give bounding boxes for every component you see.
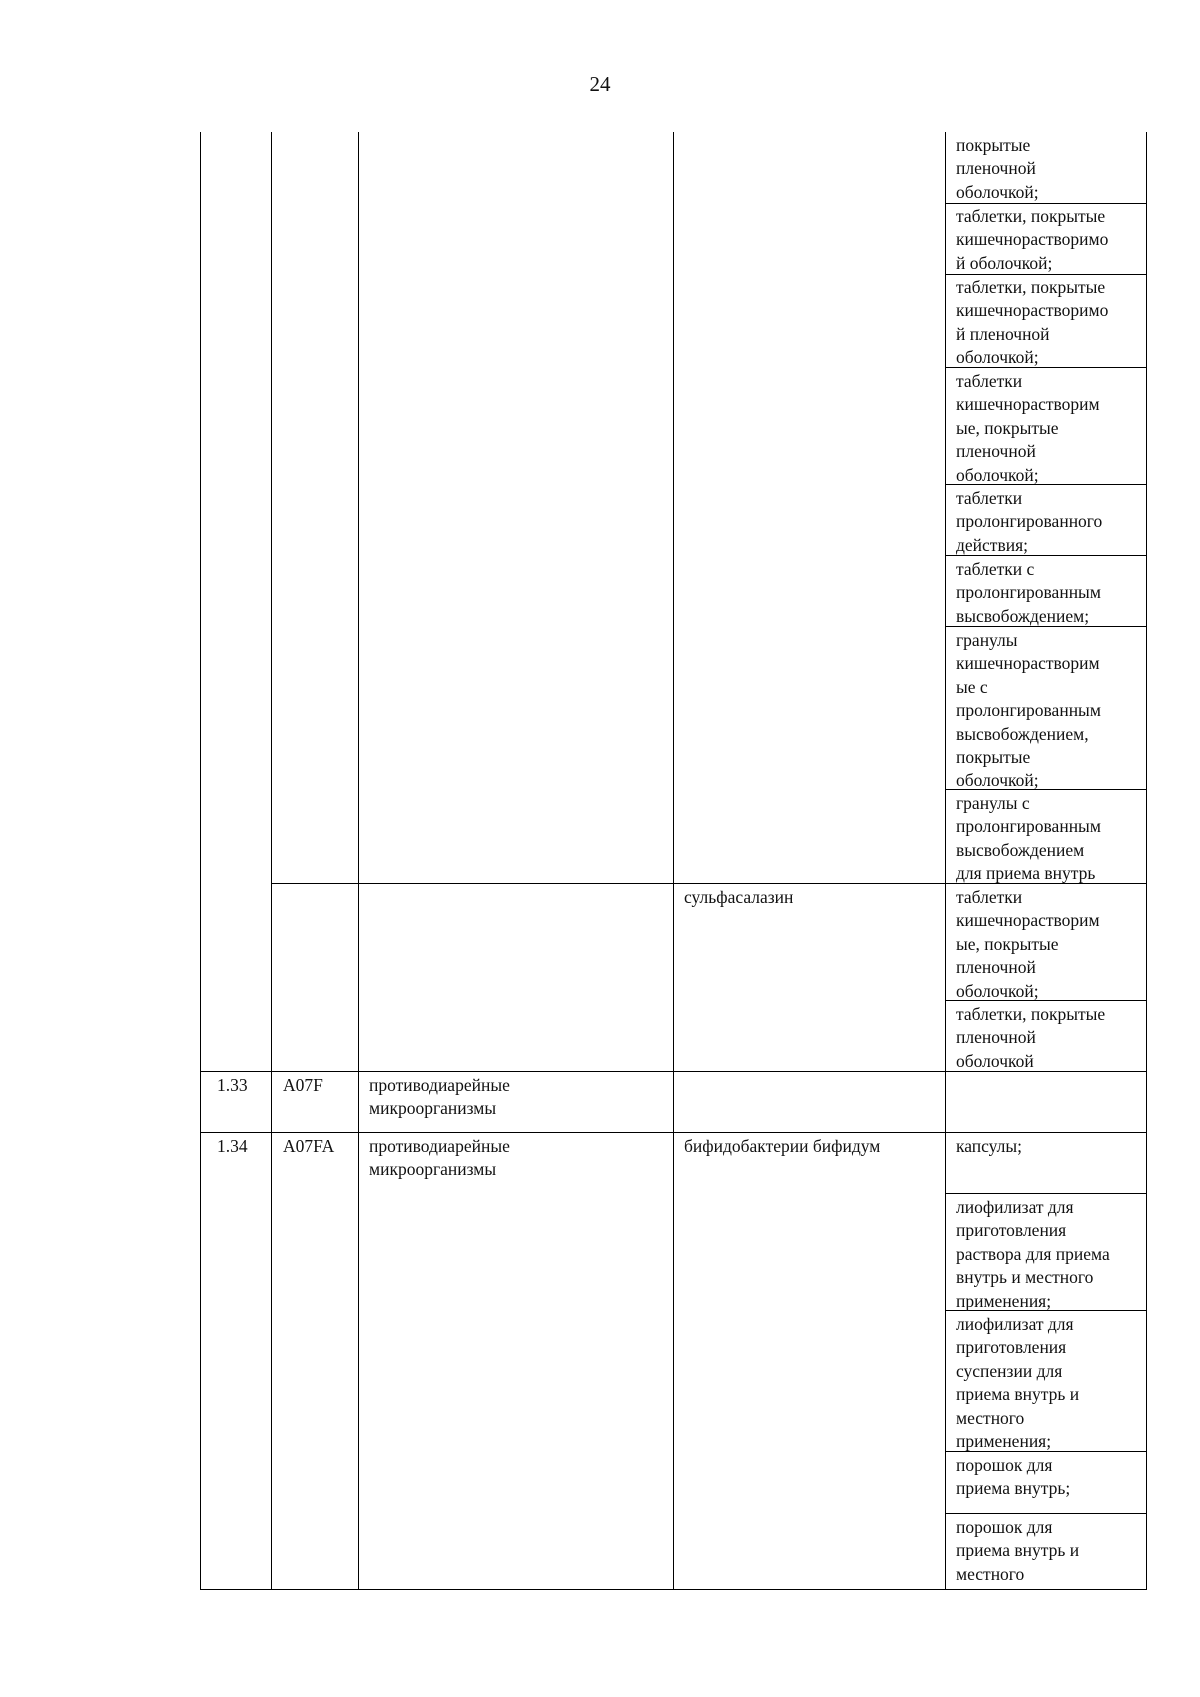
form-divider — [945, 1513, 1147, 1514]
table-border-bottom — [200, 1589, 1147, 1590]
column-divider-form — [945, 132, 946, 1590]
dosage-form-cell: таблетки, покрытые пленочной оболочкой — [956, 1004, 1106, 1071]
dosage-form-cell: порошок для приема внутрь; — [956, 1455, 1071, 1499]
table-border-right — [1146, 132, 1147, 1590]
dosage-form-cell: гранулы с пролонгированным высвобождением для приема внутрь — [956, 793, 1101, 884]
group-name-cell: противодиарейные микроорганизмы — [369, 1075, 510, 1119]
atc-code-cell: A07FA — [283, 1136, 335, 1156]
row-number-cell: 1.34 — [217, 1136, 248, 1156]
group-name-cell: противодиарейные микроорганизмы — [369, 1136, 510, 1180]
dosage-form-cell: порошок для приема внутрь и местного — [956, 1517, 1080, 1584]
dosage-form-cell: лиофилизат для приготовления раствора для приема внутрь и местного применения; — [956, 1197, 1110, 1311]
dosage-form-cell: капсулы; — [956, 1136, 1023, 1156]
dosage-form-cell: гранулы кишечнорастворим ые с пролонгированным высвобождением, покрытые оболочкой; — [956, 630, 1101, 791]
atc-code-cell: A07F — [283, 1075, 323, 1095]
row-divider-1-34 — [200, 1132, 1147, 1133]
dosage-form-cell: таблетки, покрытые кишечнорастворимо й пленочной оболочкой; — [956, 277, 1109, 368]
column-divider-drug — [673, 132, 674, 1590]
drug-name-cell: бифидобактерии бифидум — [684, 1136, 881, 1156]
dosage-form-cell: таблетки, покрытые кишечнорастворимо й оболочкой; — [956, 206, 1109, 273]
row-number-cell: 1.33 — [217, 1075, 248, 1095]
dosage-form-cell: таблетки кишечнорастворим ые, покрытые пленочной оболочкой; — [956, 371, 1100, 485]
dosage-form-cell: таблетки кишечнорастворим ые, покрытые пленочной оболочкой; — [956, 887, 1100, 1001]
dosage-form-cell: лиофилизат для приготовления суспензии для приема внутрь и местного применения; — [956, 1314, 1080, 1452]
drug-name-cell: сульфасалазин — [684, 887, 794, 907]
page-number: 24 — [589, 72, 611, 96]
column-divider-group — [358, 132, 359, 1590]
dosage-form-cell: покрытые пленочной оболочкой; — [956, 135, 1039, 202]
column-divider-code — [271, 132, 272, 1590]
dosage-form-cell: таблетки с пролонгированным высвобождением; — [956, 559, 1101, 626]
table-border-left — [200, 132, 201, 1590]
dosage-form-cell: таблетки пролонгированного действия; — [956, 488, 1103, 555]
form-divider — [945, 1193, 1147, 1194]
